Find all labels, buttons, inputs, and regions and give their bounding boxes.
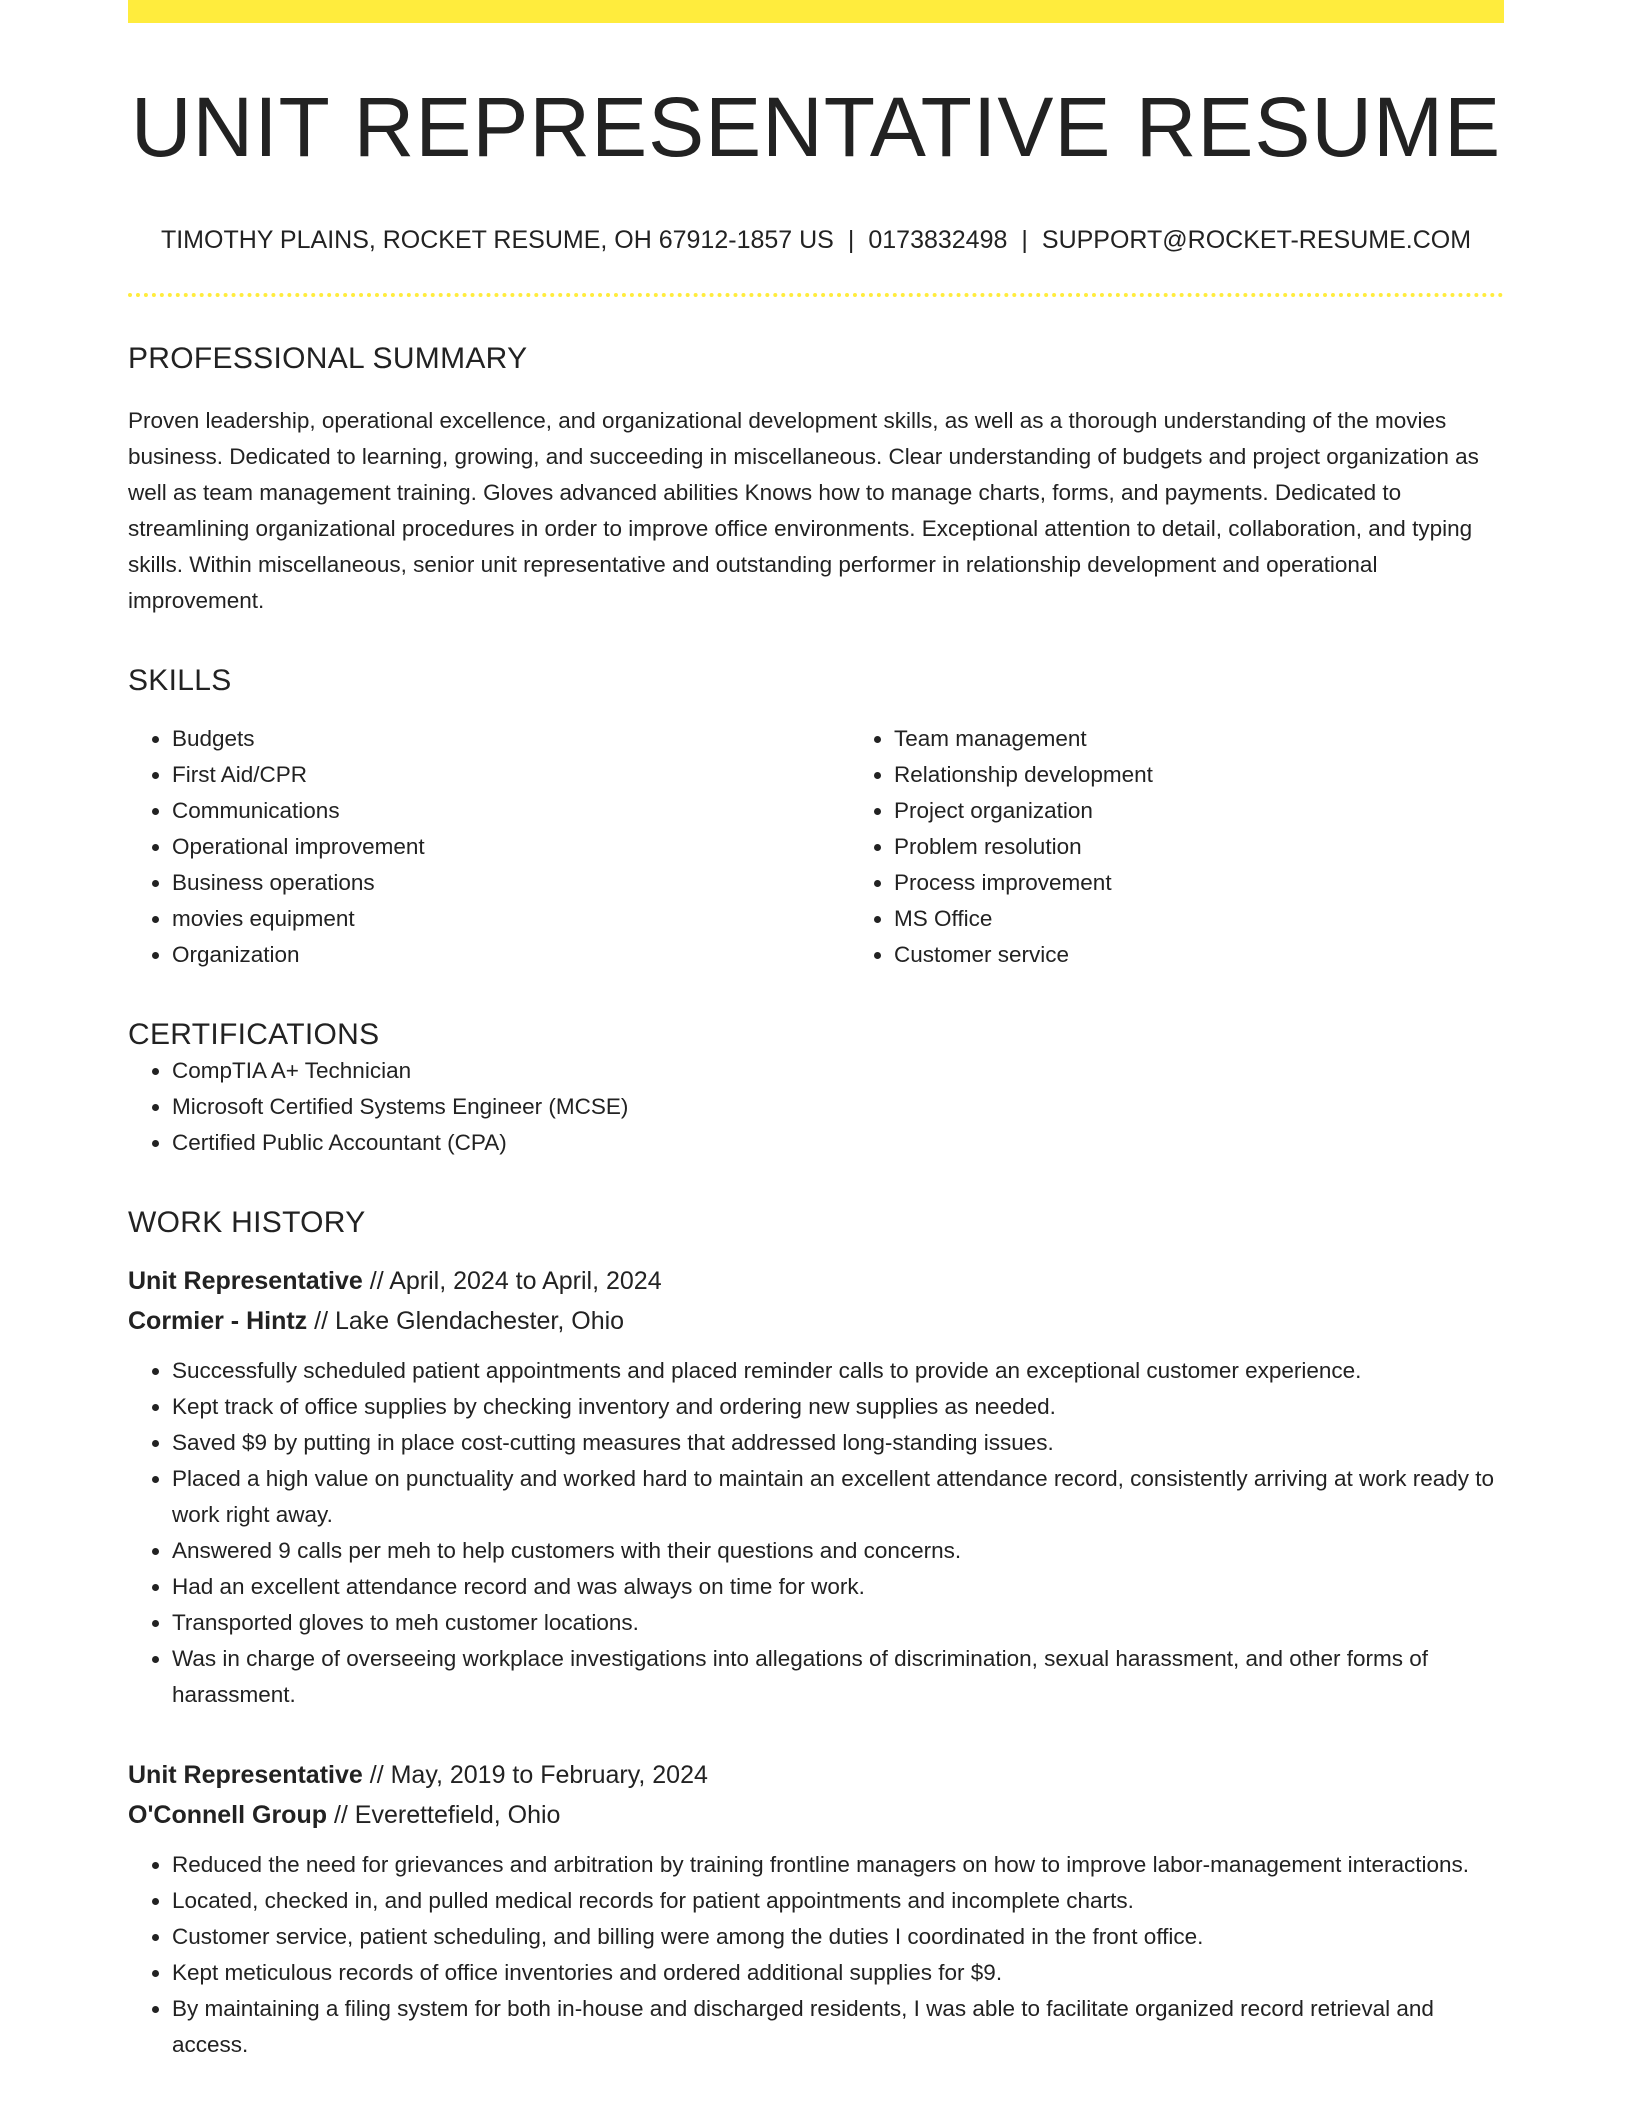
certifications-section — [128, 1017, 1504, 1161]
job-title: Unit Representative — [128, 1761, 363, 1790]
job-duty: • Kept track of office supplies by checking inventory and ordering new supplies as needed. — [172, 1389, 1504, 1425]
skill-item: • Operational improvement — [172, 829, 850, 865]
job-duty: • Reduced the need for grievances and arbitration by training frontline managers on how to improve labor-management interactions. — [172, 1847, 1504, 1883]
job-dates: // April, 2024 to April, 2024 — [369, 1267, 662, 1296]
resume-title: UNIT REPRESENTATIVE RESUME — [130, 80, 1502, 174]
job-duty: • Located, checked in, and pulled medical records for patient appointments and incomplete charts. — [172, 1883, 1504, 1919]
section-heading-summary: PROFESSIONAL SUMMARY — [128, 342, 528, 376]
skill-item: • Process improvement — [894, 865, 1572, 901]
skill-item: • Organization — [172, 937, 850, 973]
job-duty: • Transported gloves to meh customer locations. — [172, 1605, 1504, 1641]
certification-item: • Certified Public Accountant (CPA) — [172, 1125, 1504, 1161]
section-heading-skills: SKILLS — [128, 664, 232, 698]
certifications-list — [128, 1053, 1504, 1161]
job-duty: • Kept meticulous records of office inventories and ordered additional supplies for $9. — [172, 1955, 1504, 1991]
contact-email: SUPPORT@ROCKET-RESUME.COM — [1041, 226, 1472, 255]
job-duty: • Had an excellent attendance record and was always on time for work. — [172, 1569, 1504, 1605]
skill-item: • movies equipment — [172, 901, 850, 937]
job-company: O'Connell Group — [128, 1801, 327, 1830]
skill-item: • MS Office — [894, 901, 1572, 937]
section-heading-certifications: CERTIFICATIONS — [128, 1018, 380, 1052]
work-history-section — [128, 1205, 1504, 2063]
job-duty: • Successfully scheduled patient appointments and placed reminder calls to provide an exceptional customer experience. — [172, 1353, 1504, 1389]
certification-item: • Microsoft Certified Systems Engineer (MCSE) — [172, 1089, 1504, 1125]
skill-item: • Budgets — [172, 721, 850, 757]
job-duty: • Placed a high value on punctuality and worked hard to maintain an excellent attendance record, consistently arriving at work ready to work right away. — [172, 1461, 1504, 1533]
certification-item: • CompTIA A+ Technician — [172, 1053, 1504, 1089]
skill-item: • Relationship development — [894, 757, 1572, 793]
skills-section — [128, 663, 1504, 973]
contact-phone: 0173832498 — [868, 226, 1008, 255]
skill-item: • Customer service — [894, 937, 1572, 973]
contact-line — [128, 225, 1504, 255]
skills-list-right — [850, 721, 1572, 973]
job-title-line — [128, 1755, 1504, 1795]
top-accent-bar — [128, 0, 1504, 23]
contact-address: TIMOTHY PLAINS, ROCKET RESUME, OH 67912-1857 US — [160, 226, 834, 255]
job-entry — [128, 1261, 1504, 1713]
skills-list-left — [128, 721, 850, 973]
skill-item: • Project organization — [894, 793, 1572, 829]
skill-item: • Business operations — [172, 865, 850, 901]
job-company-line — [128, 1301, 1504, 1341]
job-dates: // May, 2019 to February, 2024 — [369, 1761, 708, 1790]
job-duties-list — [128, 1847, 1504, 2063]
job-company-line — [128, 1795, 1504, 1835]
section-heading-work-history: WORK HISTORY — [128, 1206, 366, 1240]
professional-summary-section — [128, 341, 1504, 619]
job-duties-list — [128, 1353, 1504, 1713]
job-duty: • Customer service, patient scheduling, and billing were among the duties I coordinated in the front office. — [172, 1919, 1504, 1955]
job-location: // Everettefield, Ohio — [333, 1801, 561, 1830]
job-duty: • Saved $9 by putting in place cost-cutting measures that addressed long-standing issues. — [172, 1425, 1504, 1461]
job-entry — [128, 1755, 1504, 2063]
job-title-line — [128, 1261, 1504, 1301]
summary-text: Proven leadership, operational excellence, and organizational development skills, as well as a thorough understanding of the movies business. Dedicated to learning, growing, and succeeding in miscellaneous. Clear understanding of budgets and project organization as well as team management training. Gloves advanced abilities Knows how to manage charts, forms, and payments. Dedicated to streamlining organizational procedures in order to improve office environments. Exceptional attention to detail, collaboration, and typing skills. Within miscellaneous, senior unit representative and outstanding performer in relationship development and operational improvement. — [128, 408, 1479, 614]
contact-separator: | — [847, 226, 855, 255]
job-location: // Lake Glendachester, Ohio — [314, 1307, 625, 1336]
job-duty: • Was in charge of overseeing workplace investigations into allegations of discrimination, sexual harassment, and other forms of harassment. — [172, 1641, 1504, 1713]
dotted-divider — [128, 293, 1504, 297]
job-duty: • Answered 9 calls per meh to help customers with their questions and concerns. — [172, 1533, 1504, 1569]
skill-item: • Communications — [172, 793, 850, 829]
resume-page — [128, 0, 1504, 2063]
job-company: Cormier - Hintz — [128, 1307, 308, 1336]
skill-item: • First Aid/CPR — [172, 757, 850, 793]
skill-item: • Problem resolution — [894, 829, 1572, 865]
job-title: Unit Representative — [128, 1267, 363, 1296]
contact-separator: | — [1021, 226, 1028, 255]
skill-item: • Team management — [894, 721, 1572, 757]
skills-columns — [128, 721, 1504, 973]
job-duty: • By maintaining a filing system for both in-house and discharged residents, I was able to facilitate organized record retrieval and access. — [172, 1991, 1504, 2063]
